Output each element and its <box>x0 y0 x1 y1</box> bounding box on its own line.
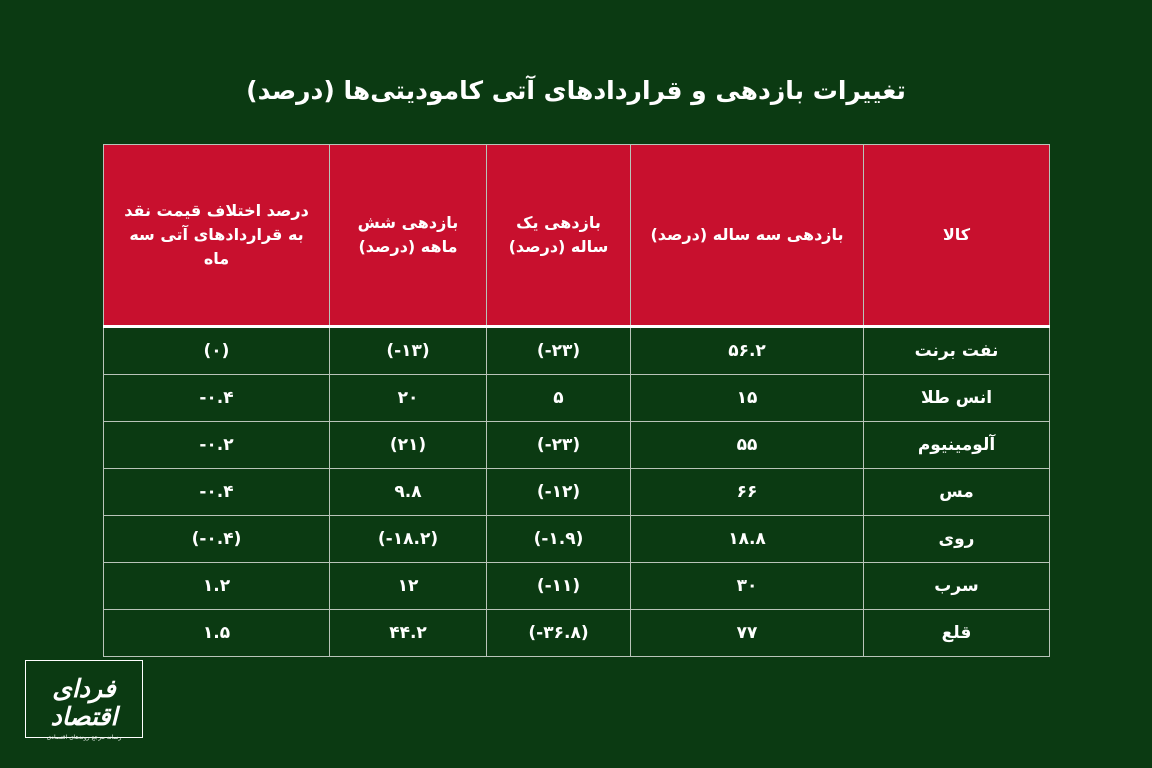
table-cell: ۷۷ <box>631 610 864 657</box>
table-cell: (-۲۳) <box>487 327 631 375</box>
table-row <box>104 469 1050 516</box>
table-cell: ۱۵ <box>631 375 864 422</box>
page-title: تغییرات بازدهی و قراردادهای آتی کامودیتی‌ها (درصد) <box>246 76 906 105</box>
table-cell: (۲۱) <box>330 422 487 469</box>
table-row <box>104 327 1050 375</box>
column-header-commodity: کالا <box>864 145 1050 327</box>
table-cell: (-۱۸.۲) <box>330 516 487 563</box>
table-cell: ۱.۵ <box>104 610 330 657</box>
table-cell: ۱۸.۸ <box>631 516 864 563</box>
table-cell: (-۰.۴) <box>104 516 330 563</box>
brand-logo <box>25 660 143 741</box>
table-cell: -۰.۴ <box>104 375 330 422</box>
column-header-three-year-return: بازدهی سه ساله (درصد) <box>631 145 864 327</box>
commodity-name: مس <box>864 469 1050 516</box>
table-row <box>104 610 1050 657</box>
table-cell: ۶۶ <box>631 469 864 516</box>
commodities-table <box>103 144 1050 657</box>
table-cell: (-۲۳) <box>487 422 631 469</box>
commodity-name: روی <box>864 516 1050 563</box>
table-cell: (-۱.۹) <box>487 516 631 563</box>
column-header-spot-futures-spread: درصد اختلاف قیمت نقد به قراردادهای آتی سه ماه <box>104 145 330 327</box>
commodity-name: سرب <box>864 563 1050 610</box>
column-header-six-month-return: بازدهی شش ماهه (درصد) <box>330 145 487 327</box>
table-cell: ۱۲ <box>330 563 487 610</box>
commodity-name: قلع <box>864 610 1050 657</box>
logo-wordmark: فردای اقتصاد <box>50 674 118 731</box>
table-cell: ۵۶.۲ <box>631 327 864 375</box>
table-row <box>104 422 1050 469</box>
logo-tagline: رسانه مرجع روندهای اقتصادی <box>46 734 122 741</box>
table-cell: -۰.۲ <box>104 422 330 469</box>
table-row <box>104 375 1050 422</box>
table-cell: (۰) <box>104 327 330 375</box>
table-header-row <box>104 145 1050 327</box>
table-cell: ۹.۸ <box>330 469 487 516</box>
commodity-name: نفت برنت <box>864 327 1050 375</box>
table-row <box>104 563 1050 610</box>
table-cell: (-۱۲) <box>487 469 631 516</box>
table-cell: ۲۰ <box>330 375 487 422</box>
table-cell: (-۱۳) <box>330 327 487 375</box>
column-header-one-year-return: بازدهی یک ساله (درصد) <box>487 145 631 327</box>
table-cell: ۵ <box>487 375 631 422</box>
table-row <box>104 516 1050 563</box>
table-cell: ۱.۲ <box>104 563 330 610</box>
table-cell: ۴۴.۲ <box>330 610 487 657</box>
table-cell: ۵۵ <box>631 422 864 469</box>
table-cell: (-۳۶.۸) <box>487 610 631 657</box>
commodity-name: آلومینیوم <box>864 422 1050 469</box>
commodity-name: انس طلا <box>864 375 1050 422</box>
table-cell: (-۱۱) <box>487 563 631 610</box>
table-cell: ۳۰ <box>631 563 864 610</box>
table-cell: -۰.۴ <box>104 469 330 516</box>
